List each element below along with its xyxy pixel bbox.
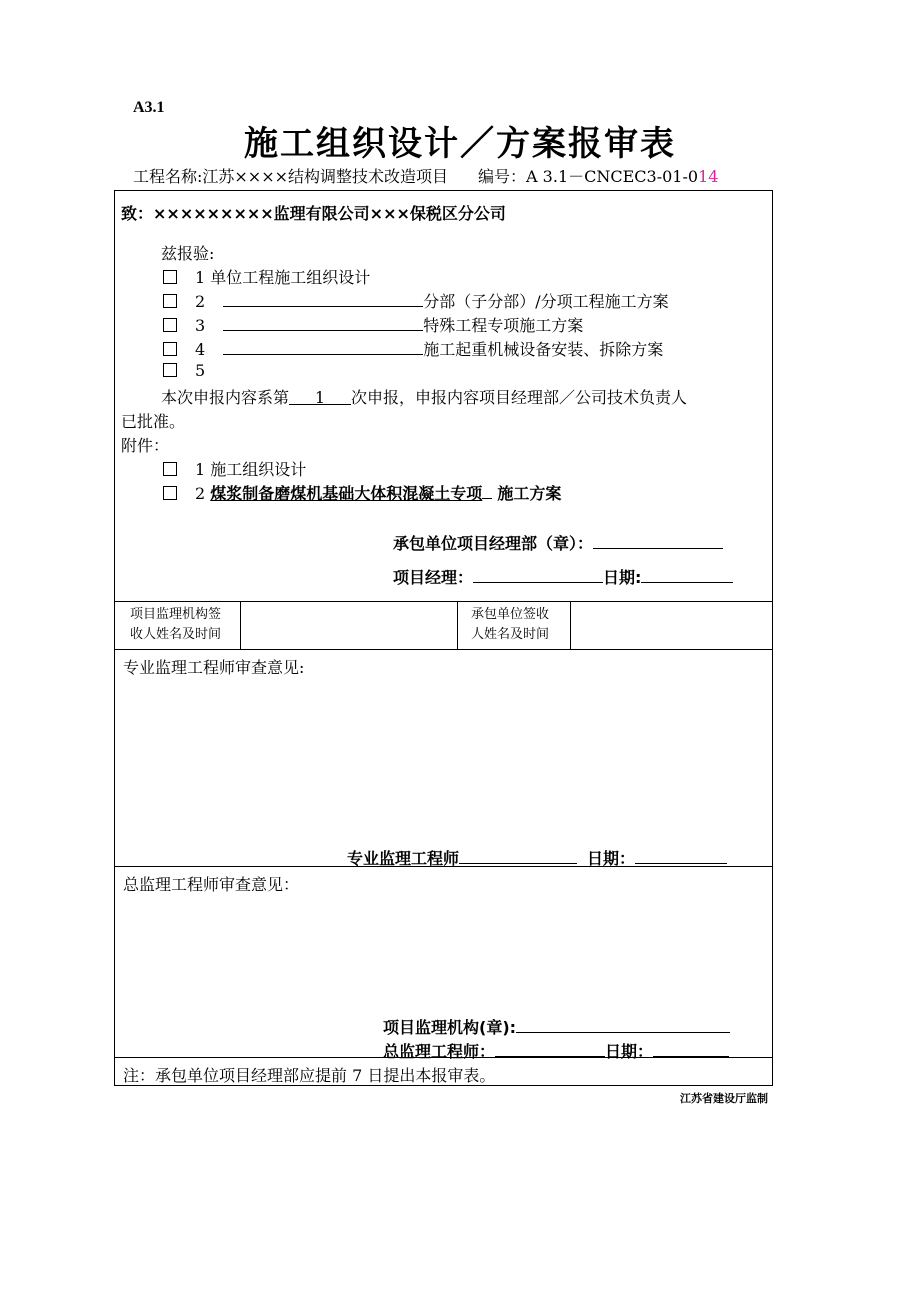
checkbox[interactable] (163, 270, 177, 284)
specialist-review-section (114, 649, 773, 867)
project-manager-line: 项目经理： 日期: (393, 565, 733, 588)
chief-engineer-line: 总监理工程师： 日期： (383, 1039, 729, 1062)
checkbox[interactable] (163, 462, 177, 476)
contractor-sign-field[interactable] (570, 602, 773, 649)
date-blank[interactable] (641, 566, 733, 583)
blank-line[interactable] (223, 290, 423, 307)
note-text: 注：承包单位项目经理部应提前 7 日提出本报审表。 (123, 1066, 496, 1085)
document-number-highlight: 14 (698, 167, 719, 186)
attachment-item-1: 1 施工组织设计 (163, 457, 306, 480)
signature-blank[interactable] (459, 847, 577, 864)
attachments-label: 附件： (121, 436, 170, 455)
submission-item-4: 4 施工起重机械设备安装、拆除方案 (163, 337, 663, 360)
submit-intro: 兹报验: (161, 244, 215, 263)
submission-item-5: 5 (163, 361, 205, 380)
attachment-subject: 煤浆制备磨煤机基础大体积混凝土专项 (210, 484, 483, 503)
attachment-item-2: 2 煤浆制备磨煤机基础大体积混凝土专项 施工方案 (163, 481, 561, 504)
chief-review-section (114, 866, 773, 1061)
date-blank[interactable] (635, 847, 727, 864)
date-blank[interactable] (653, 1040, 729, 1057)
submission-section (114, 190, 773, 602)
specialist-engineer-line: 专业监理工程师 日期： (347, 846, 727, 869)
submission-item-1: 1 单位工程施工组织设计 (163, 265, 370, 288)
blank-line[interactable] (223, 338, 423, 355)
specialist-review-label: 专业监理工程师审查意见: (123, 658, 305, 677)
stamp-blank[interactable] (593, 532, 723, 549)
checkbox[interactable] (163, 486, 177, 500)
checkbox[interactable] (163, 363, 177, 377)
checkbox[interactable] (163, 342, 177, 356)
supervisor-receiver-label: 项目监理机构签 收人姓名及时间 (115, 602, 241, 649)
signature-blank[interactable] (473, 566, 603, 583)
project-info-line (133, 164, 718, 187)
form-code: A3.1 (133, 99, 165, 116)
signature-blank[interactable] (495, 1040, 605, 1057)
document-title: 施工组织设计／方案报审表 (244, 124, 676, 164)
stamp-blank[interactable] (516, 1016, 730, 1033)
chief-review-label: 总监理工程师审查意见： (123, 875, 300, 894)
blank-line[interactable] (223, 314, 423, 331)
supervisor-receiver-field[interactable] (240, 602, 458, 649)
checkbox[interactable] (163, 294, 177, 308)
note-section (114, 1057, 773, 1086)
declaration-line: 本次申报内容系第 1 次申报，申报内容项目经理部／公司技术负责人 (161, 388, 688, 407)
submission-item-3: 3 特殊工程专项施工方案 (163, 313, 583, 336)
declaration-line-2: 已批准。 (121, 412, 186, 431)
checkbox[interactable] (163, 318, 177, 332)
contractor-sign-label: 承包单位签收 人姓名及时间 (457, 602, 571, 649)
submission-count[interactable]: 1 (289, 388, 351, 405)
supervision-org-stamp: 项目监理机构(章): (383, 1015, 730, 1038)
footer-credit: 江苏省建设厅监制 (680, 1092, 768, 1105)
project-name: 工程名称:江苏××××结构调整技术改造项目 (133, 167, 449, 186)
receipt-row (114, 601, 773, 650)
recipient-line: 致：×××××××××监理有限公司×××保税区分公司 (121, 204, 506, 223)
contractor-dept-stamp: 承包单位项目经理部（章）： (393, 531, 723, 554)
document-number: 编号：A 3.1－CNCEC3-01-0 (478, 167, 699, 186)
submission-item-2: 2 分部（子分部）/分项工程施工方案 (163, 289, 669, 312)
